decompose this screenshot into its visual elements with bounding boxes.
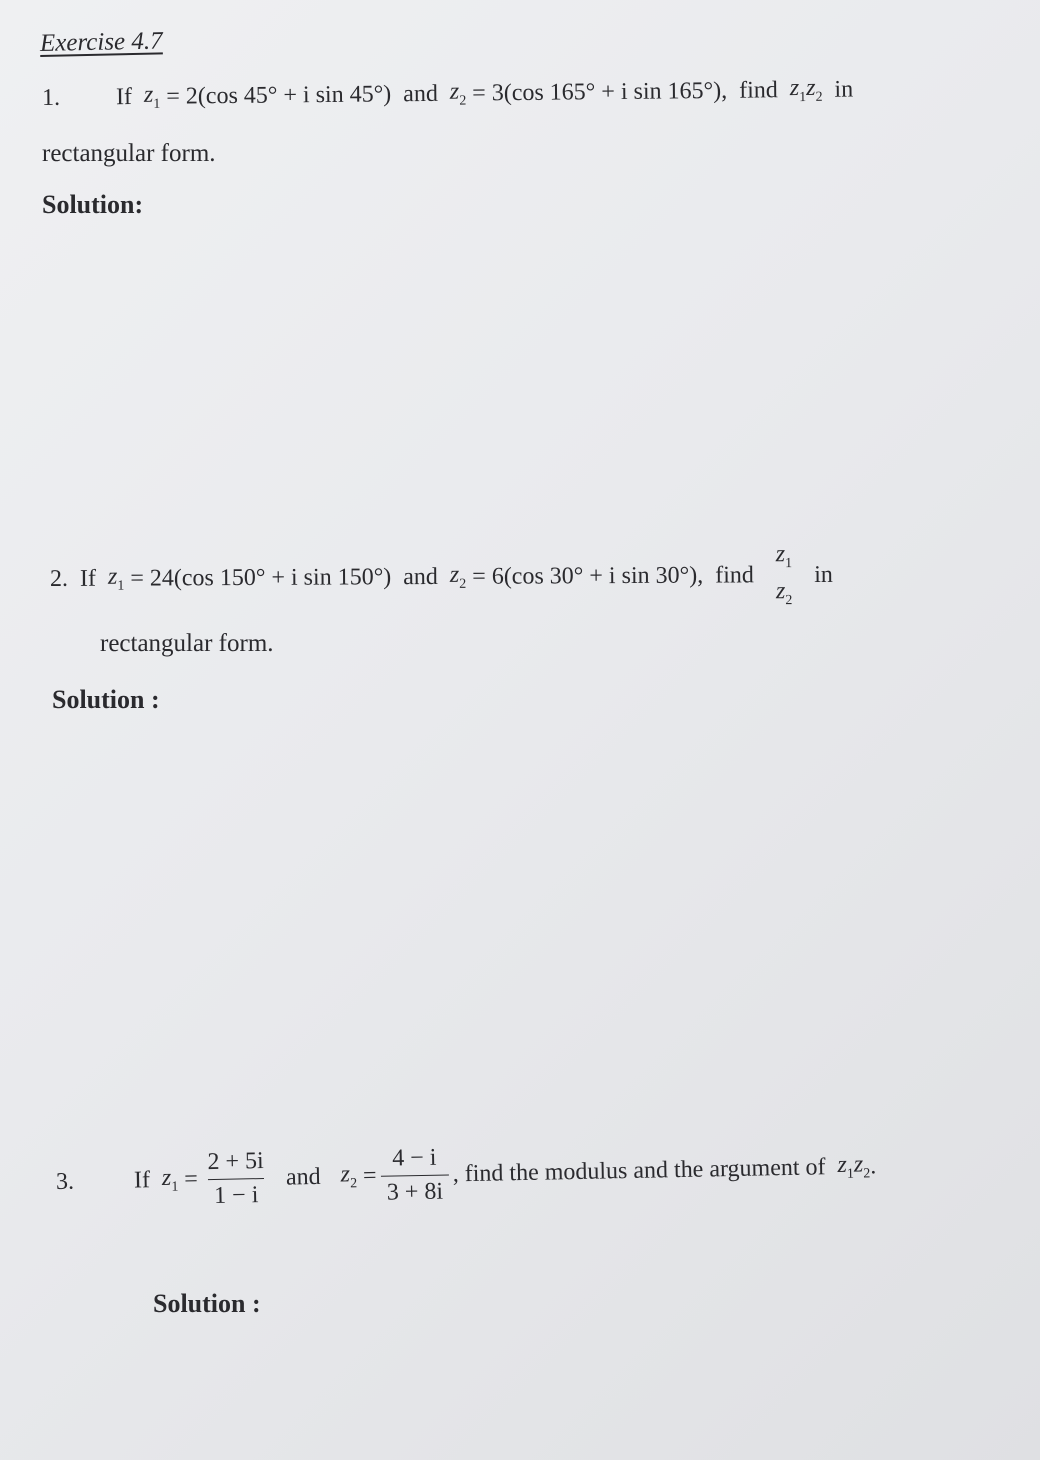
question-2-z1-expression: = 24(cos 150° + i sin 150°) (130, 563, 392, 592)
question-3-z1-equals: = (184, 1166, 199, 1193)
question-1-z2-expression: = 3(cos 165° + i sin 165°), (472, 77, 728, 107)
question-2-quotient-fraction: $z_1$ $z_2$ (775, 541, 793, 609)
question-3-z2-symbol: $z_2$ (340, 1161, 358, 1192)
question-1-number: 1. (41, 84, 61, 111)
question-2-number: 2. (49, 565, 69, 592)
question-3-z2-equals: = (362, 1162, 377, 1190)
question-1-z2-symbol: $z_2$ (449, 78, 467, 109)
question-3-z1-denominator: 1 − i (208, 1178, 265, 1210)
question-3-z1-fraction (201, 1148, 270, 1210)
exercise-title: Exercise 4.7 (39, 27, 163, 57)
question-1-continuation: rectangular form. (42, 140, 216, 167)
question-2-and: and (403, 563, 438, 590)
question-3-z2-denominator: 3 + 8i (381, 1174, 450, 1206)
solution-label-1: Solution: (42, 190, 144, 219)
question-2-find: find (715, 561, 754, 589)
question-1-if: If (115, 84, 133, 111)
question-3-and: and (285, 1163, 321, 1191)
solution-label-2: Solution : (52, 685, 160, 714)
question-2-continuation: rectangular form. (100, 630, 274, 657)
question-3-if: If (133, 1167, 151, 1194)
question-1-find: find (738, 77, 778, 104)
question-1-product-symbol: $z_1z_2$ (789, 74, 823, 106)
question-3-z2-fraction (380, 1144, 449, 1206)
question-2-in: in (814, 561, 833, 588)
question-1-z1-expression: = 2(cos 45° + i sin 45°) (166, 81, 392, 110)
question-2-z2-symbol: $z_2$ (449, 561, 467, 592)
question-2-z1-symbol: $z_1$ (107, 563, 125, 594)
question-3-z1-numerator: 2 + 5i (207, 1148, 264, 1176)
question-1 (42, 75, 853, 114)
question-3: 3. If $z_1$ = $\frac{2 + 5i}{1 - i}$ and $z_2$ = $\frac{4 - i}{3 + 8i}$ , find the modulus and the argument of $z_1z_2$ . (55, 1144, 877, 1209)
question-2-if: If (79, 565, 97, 592)
question-2 (50, 541, 833, 613)
question-1-z1-symbol: $z_1$ (143, 81, 161, 112)
question-1-in: in (834, 76, 854, 103)
question-3-product-symbol: $z_1z_2$ (837, 1151, 871, 1182)
solution-label-3: Solution : (153, 1289, 261, 1318)
question-2-z2-expression: = 6(cos 30° + i sin 30°), (472, 562, 704, 590)
question-1-and: and (403, 80, 439, 108)
question-3-tail: , find the modulus and the argument of (452, 1154, 826, 1188)
question-3-z2-numerator: 4 − i (391, 1144, 437, 1172)
question-3-z1-symbol: $z_1$ (161, 1164, 179, 1195)
question-3-number: 3. (55, 1168, 75, 1195)
